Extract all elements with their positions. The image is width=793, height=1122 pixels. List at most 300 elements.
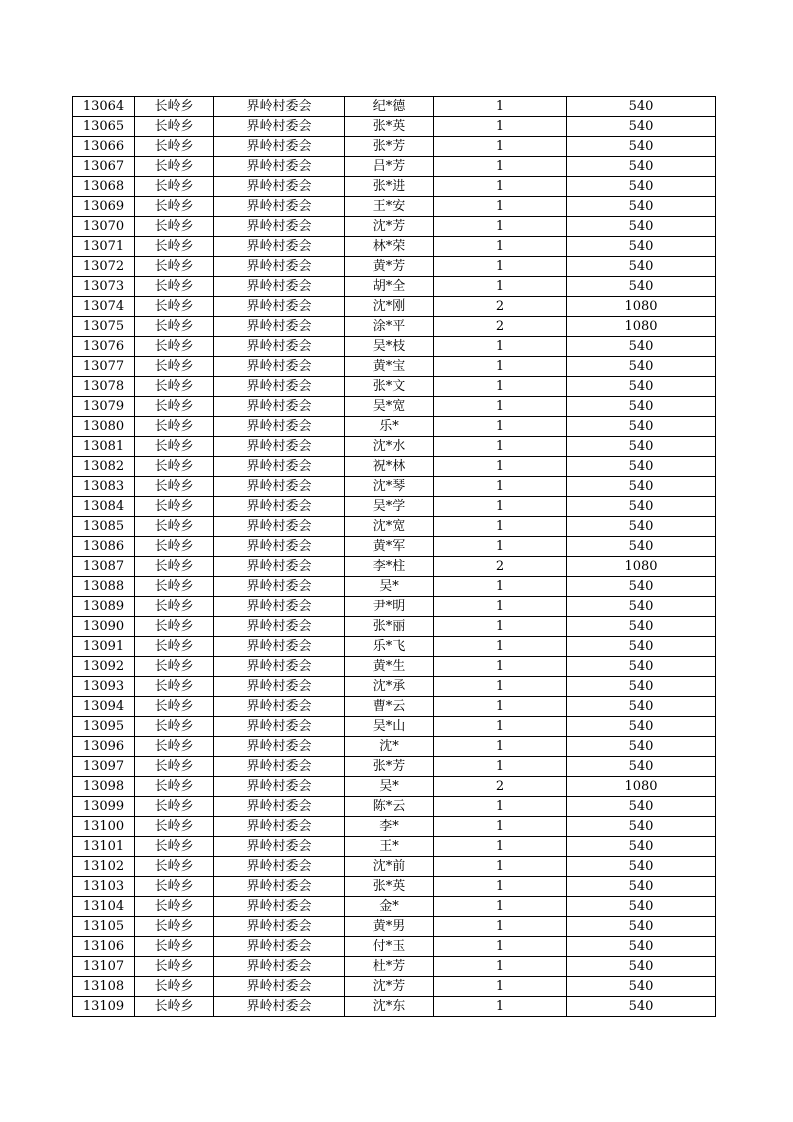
cell-amount: 540 [567,237,716,257]
cell-id: 13104 [73,897,135,917]
cell-id: 13087 [73,557,135,577]
cell-town: 长岭乡 [135,797,214,817]
cell-town: 长岭乡 [135,397,214,417]
cell-town: 长岭乡 [135,457,214,477]
cell-count: 1 [434,897,567,917]
cell-village: 界岭村委会 [214,497,345,517]
cell-town: 长岭乡 [135,497,214,517]
cell-id: 13071 [73,237,135,257]
cell-id: 13076 [73,337,135,357]
cell-village: 界岭村委会 [214,377,345,397]
cell-amount: 540 [567,277,716,297]
cell-id: 13107 [73,957,135,977]
cell-village: 界岭村委会 [214,297,345,317]
cell-id: 13082 [73,457,135,477]
cell-town: 长岭乡 [135,937,214,957]
cell-name: 乐* [345,417,434,437]
cell-town: 长岭乡 [135,837,214,857]
table-body [73,97,716,1017]
cell-town: 长岭乡 [135,477,214,497]
cell-amount: 540 [567,797,716,817]
cell-name: 沈*宽 [345,517,434,537]
cell-amount: 540 [567,497,716,517]
table-row [73,657,716,677]
cell-village: 界岭村委会 [214,317,345,337]
cell-town: 长岭乡 [135,877,214,897]
cell-town: 长岭乡 [135,517,214,537]
cell-name: 胡*全 [345,277,434,297]
cell-town: 长岭乡 [135,117,214,137]
cell-town: 长岭乡 [135,657,214,677]
cell-count: 1 [434,277,567,297]
cell-count: 1 [434,477,567,497]
cell-id: 13102 [73,857,135,877]
cell-town: 长岭乡 [135,977,214,997]
cell-village: 界岭村委会 [214,577,345,597]
cell-count: 1 [434,717,567,737]
cell-amount: 540 [567,577,716,597]
cell-amount: 540 [567,737,716,757]
cell-count: 1 [434,257,567,277]
cell-village: 界岭村委会 [214,417,345,437]
cell-village: 界岭村委会 [214,277,345,297]
cell-id: 13091 [73,637,135,657]
cell-id: 13093 [73,677,135,697]
cell-id: 13080 [73,417,135,437]
cell-village: 界岭村委会 [214,517,345,537]
cell-town: 长岭乡 [135,177,214,197]
cell-count: 1 [434,497,567,517]
cell-amount: 540 [567,937,716,957]
table-row [73,97,716,117]
cell-count: 1 [434,877,567,897]
table-row [73,977,716,997]
cell-id: 13072 [73,257,135,277]
cell-name: 张*芳 [345,137,434,157]
cell-amount: 540 [567,817,716,837]
cell-village: 界岭村委会 [214,697,345,717]
cell-amount: 540 [567,437,716,457]
cell-amount: 540 [567,857,716,877]
cell-count: 1 [434,617,567,637]
cell-count: 1 [434,977,567,997]
cell-village: 界岭村委会 [214,537,345,557]
cell-name: 张*英 [345,877,434,897]
cell-name: 黄*宝 [345,357,434,377]
cell-id: 13083 [73,477,135,497]
cell-amount: 540 [567,957,716,977]
cell-village: 界岭村委会 [214,457,345,477]
cell-id: 13098 [73,777,135,797]
cell-count: 1 [434,97,567,117]
cell-name: 尹*明 [345,597,434,617]
cell-id: 13090 [73,617,135,637]
cell-village: 界岭村委会 [214,97,345,117]
cell-count: 1 [434,157,567,177]
cell-village: 界岭村委会 [214,597,345,617]
cell-amount: 540 [567,717,716,737]
cell-id: 13086 [73,537,135,557]
cell-town: 长岭乡 [135,717,214,737]
cell-name: 陈*云 [345,797,434,817]
cell-amount: 540 [567,537,716,557]
cell-id: 13103 [73,877,135,897]
cell-village: 界岭村委会 [214,337,345,357]
cell-id: 13065 [73,117,135,137]
cell-village: 界岭村委会 [214,637,345,657]
cell-amount: 540 [567,697,716,717]
cell-id: 13092 [73,657,135,677]
table-row [73,997,716,1017]
cell-count: 2 [434,317,567,337]
cell-village: 界岭村委会 [214,217,345,237]
cell-town: 长岭乡 [135,737,214,757]
table-row [73,277,716,297]
cell-town: 长岭乡 [135,757,214,777]
data-table [72,96,716,1017]
cell-amount: 540 [567,837,716,857]
cell-count: 1 [434,637,567,657]
cell-amount: 540 [567,197,716,217]
cell-name: 黄*军 [345,537,434,557]
cell-name: 杜*芳 [345,957,434,977]
cell-amount: 1080 [567,297,716,317]
cell-id: 13095 [73,717,135,737]
table-row [73,857,716,877]
cell-id: 13106 [73,937,135,957]
cell-amount: 540 [567,357,716,377]
cell-amount: 540 [567,917,716,937]
cell-name: 涂*平 [345,317,434,337]
cell-village: 界岭村委会 [214,797,345,817]
cell-id: 13084 [73,497,135,517]
cell-village: 界岭村委会 [214,917,345,937]
cell-name: 沈*水 [345,437,434,457]
cell-amount: 1080 [567,557,716,577]
cell-village: 界岭村委会 [214,137,345,157]
cell-count: 1 [434,197,567,217]
cell-id: 13099 [73,797,135,817]
cell-count: 1 [434,517,567,537]
cell-amount: 540 [567,117,716,137]
cell-town: 长岭乡 [135,317,214,337]
cell-name: 沈*东 [345,997,434,1017]
cell-count: 1 [434,577,567,597]
cell-name: 祝*林 [345,457,434,477]
table-row [73,577,716,597]
table-row [73,737,716,757]
cell-village: 界岭村委会 [214,677,345,697]
cell-id: 13075 [73,317,135,337]
cell-village: 界岭村委会 [214,737,345,757]
cell-village: 界岭村委会 [214,897,345,917]
cell-name: 吴*学 [345,497,434,517]
cell-amount: 540 [567,617,716,637]
table-row [73,357,716,377]
cell-id: 13100 [73,817,135,837]
cell-amount: 540 [567,977,716,997]
cell-town: 长岭乡 [135,597,214,617]
cell-count: 1 [434,377,567,397]
cell-town: 长岭乡 [135,377,214,397]
cell-name: 张*芳 [345,757,434,777]
cell-id: 13064 [73,97,135,117]
cell-count: 1 [434,997,567,1017]
cell-id: 13096 [73,737,135,757]
cell-name: 李* [345,817,434,837]
cell-name: 王*安 [345,197,434,217]
cell-name: 吕*芳 [345,157,434,177]
table-row [73,197,716,217]
cell-village: 界岭村委会 [214,717,345,737]
cell-village: 界岭村委会 [214,397,345,417]
cell-amount: 540 [567,897,716,917]
table-row [73,697,716,717]
table-row [73,117,716,137]
cell-name: 付*玉 [345,937,434,957]
cell-name: 王* [345,837,434,857]
cell-count: 1 [434,917,567,937]
cell-town: 长岭乡 [135,97,214,117]
cell-amount: 540 [567,397,716,417]
cell-name: 黄*男 [345,917,434,937]
cell-town: 长岭乡 [135,437,214,457]
cell-town: 长岭乡 [135,857,214,877]
cell-amount: 540 [567,137,716,157]
cell-village: 界岭村委会 [214,357,345,377]
cell-town: 长岭乡 [135,897,214,917]
cell-id: 13109 [73,997,135,1017]
table-row [73,477,716,497]
cell-town: 长岭乡 [135,917,214,937]
cell-name: 金* [345,897,434,917]
cell-id: 13070 [73,217,135,237]
cell-amount: 540 [567,657,716,677]
table-row [73,897,716,917]
table-row [73,317,716,337]
cell-town: 长岭乡 [135,257,214,277]
table-row [73,597,716,617]
cell-id: 13081 [73,437,135,457]
table-row [73,377,716,397]
cell-count: 1 [434,837,567,857]
cell-village: 界岭村委会 [214,837,345,857]
cell-count: 1 [434,597,567,617]
cell-town: 长岭乡 [135,237,214,257]
cell-town: 长岭乡 [135,617,214,637]
cell-id: 13067 [73,157,135,177]
cell-amount: 540 [567,597,716,617]
cell-count: 1 [434,537,567,557]
cell-name: 吴*山 [345,717,434,737]
cell-amount: 540 [567,377,716,397]
cell-village: 界岭村委会 [214,657,345,677]
cell-name: 张*进 [345,177,434,197]
cell-town: 长岭乡 [135,217,214,237]
table-row [73,557,716,577]
cell-amount: 540 [567,637,716,657]
cell-village: 界岭村委会 [214,877,345,897]
cell-count: 1 [434,337,567,357]
table-row [73,817,716,837]
cell-amount: 540 [567,337,716,357]
cell-town: 长岭乡 [135,417,214,437]
cell-town: 长岭乡 [135,957,214,977]
cell-id: 13089 [73,597,135,617]
cell-id: 13088 [73,577,135,597]
table-row [73,417,716,437]
cell-count: 1 [434,357,567,377]
cell-town: 长岭乡 [135,277,214,297]
cell-id: 13074 [73,297,135,317]
table-row [73,917,716,937]
table-row [73,337,716,357]
cell-count: 1 [434,737,567,757]
cell-count: 1 [434,217,567,237]
cell-id: 13085 [73,517,135,537]
table-row [73,297,716,317]
table-row [73,797,716,817]
cell-id: 13101 [73,837,135,857]
table-row [73,537,716,557]
table-row [73,157,716,177]
table-row [73,497,716,517]
cell-village: 界岭村委会 [214,617,345,637]
cell-village: 界岭村委会 [214,857,345,877]
cell-id: 13078 [73,377,135,397]
cell-id: 13108 [73,977,135,997]
cell-count: 1 [434,177,567,197]
cell-name: 沈*芳 [345,977,434,997]
cell-village: 界岭村委会 [214,997,345,1017]
cell-amount: 540 [567,97,716,117]
cell-amount: 540 [567,877,716,897]
cell-name: 林*荣 [345,237,434,257]
cell-town: 长岭乡 [135,817,214,837]
cell-name: 曹*云 [345,697,434,717]
cell-amount: 540 [567,457,716,477]
table-row [73,617,716,637]
cell-count: 1 [434,117,567,137]
table-row [73,217,716,237]
cell-count: 1 [434,237,567,257]
cell-count: 1 [434,817,567,837]
cell-town: 长岭乡 [135,697,214,717]
cell-village: 界岭村委会 [214,117,345,137]
cell-amount: 1080 [567,777,716,797]
cell-amount: 540 [567,677,716,697]
cell-town: 长岭乡 [135,137,214,157]
cell-amount: 540 [567,417,716,437]
table-row [73,397,716,417]
cell-village: 界岭村委会 [214,437,345,457]
cell-id: 13066 [73,137,135,157]
cell-count: 1 [434,397,567,417]
cell-name: 沈*芳 [345,217,434,237]
cell-town: 长岭乡 [135,777,214,797]
cell-id: 13097 [73,757,135,777]
cell-town: 长岭乡 [135,297,214,317]
cell-id: 13105 [73,917,135,937]
cell-count: 1 [434,797,567,817]
cell-amount: 540 [567,477,716,497]
cell-town: 长岭乡 [135,677,214,697]
cell-count: 1 [434,457,567,477]
table-row [73,777,716,797]
cell-id: 13073 [73,277,135,297]
cell-name: 吴* [345,777,434,797]
table-row [73,437,716,457]
cell-count: 1 [434,697,567,717]
cell-name: 张*英 [345,117,434,137]
cell-name: 黄*芳 [345,257,434,277]
cell-count: 2 [434,297,567,317]
cell-id: 13094 [73,697,135,717]
cell-amount: 540 [567,217,716,237]
cell-count: 1 [434,757,567,777]
table-row [73,677,716,697]
cell-name: 沈* [345,737,434,757]
cell-name: 沈*刚 [345,297,434,317]
cell-town: 长岭乡 [135,997,214,1017]
table-row [73,177,716,197]
table-row [73,457,716,477]
table-row [73,877,716,897]
cell-village: 界岭村委会 [214,257,345,277]
cell-town: 长岭乡 [135,637,214,657]
cell-count: 1 [434,417,567,437]
cell-name: 张*丽 [345,617,434,637]
table-row [73,957,716,977]
cell-count: 1 [434,957,567,977]
cell-name: 沈*琴 [345,477,434,497]
cell-town: 长岭乡 [135,537,214,557]
cell-id: 13077 [73,357,135,377]
cell-amount: 540 [567,757,716,777]
cell-name: 纪*德 [345,97,434,117]
table-row [73,517,716,537]
table-row [73,837,716,857]
cell-amount: 540 [567,157,716,177]
cell-name: 沈*承 [345,677,434,697]
cell-town: 长岭乡 [135,157,214,177]
cell-village: 界岭村委会 [214,477,345,497]
cell-name: 黄*生 [345,657,434,677]
cell-village: 界岭村委会 [214,197,345,217]
cell-name: 吴*枝 [345,337,434,357]
cell-name: 沈*前 [345,857,434,877]
table-row [73,937,716,957]
table-row [73,137,716,157]
cell-name: 吴* [345,577,434,597]
cell-amount: 540 [567,257,716,277]
cell-id: 13069 [73,197,135,217]
cell-village: 界岭村委会 [214,757,345,777]
table-row [73,257,716,277]
cell-village: 界岭村委会 [214,157,345,177]
cell-count: 1 [434,137,567,157]
cell-amount: 540 [567,517,716,537]
cell-count: 1 [434,677,567,697]
cell-amount: 1080 [567,317,716,337]
cell-count: 2 [434,557,567,577]
cell-name: 吴*宽 [345,397,434,417]
cell-town: 长岭乡 [135,557,214,577]
cell-town: 长岭乡 [135,197,214,217]
cell-count: 1 [434,657,567,677]
cell-amount: 540 [567,997,716,1017]
cell-amount: 540 [567,177,716,197]
